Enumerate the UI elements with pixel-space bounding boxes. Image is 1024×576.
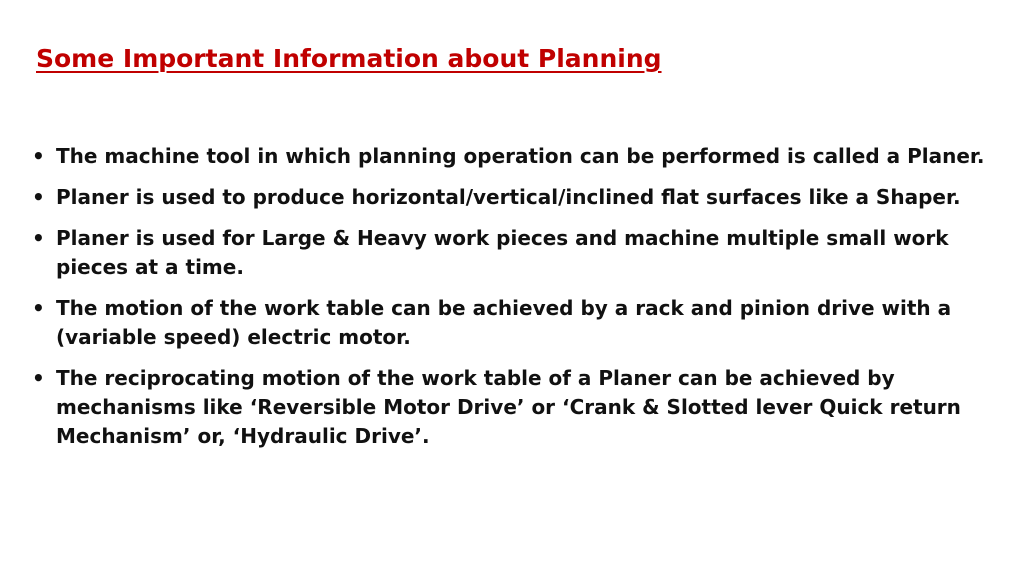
slide-title: Some Important Information about Planning	[36, 44, 662, 73]
bullet-dot-icon: •	[32, 144, 45, 168]
bullet-item-1	[28, 142, 993, 171]
bullet-dot-icon: •	[32, 296, 45, 320]
bullet-text-1: The machine tool in which planning operation can be performed is called a Planer.	[56, 144, 985, 168]
bullet-dot-icon: •	[32, 226, 45, 250]
bullet-item-3	[28, 224, 993, 282]
bullet-text-3: Planer is used for Large & Heavy work pieces and machine multiple small work pieces at a time.	[56, 226, 949, 279]
bullet-text-2: Planer is used to produce horizontal/vertical/inclined flat surfaces like a Shaper.	[56, 185, 961, 209]
bullet-item-4	[28, 294, 993, 352]
bullet-text-5: The reciprocating motion of the work table of a Planer can be achieved by mechanisms like ‘Reversible Motor Drive’ or ‘Crank & Slotted lever Quick return Mechanism’ or, ‘Hydraulic Drive’.	[56, 366, 961, 448]
bullet-item-2	[28, 183, 993, 212]
bullet-text-4: The motion of the work table can be achieved by a rack and pinion drive with a (variable speed) electric motor.	[56, 296, 952, 349]
bullet-dot-icon: •	[32, 185, 45, 209]
bullet-dot-icon: •	[32, 366, 45, 390]
bullet-item-5	[28, 364, 993, 451]
bullet-list	[28, 142, 993, 463]
